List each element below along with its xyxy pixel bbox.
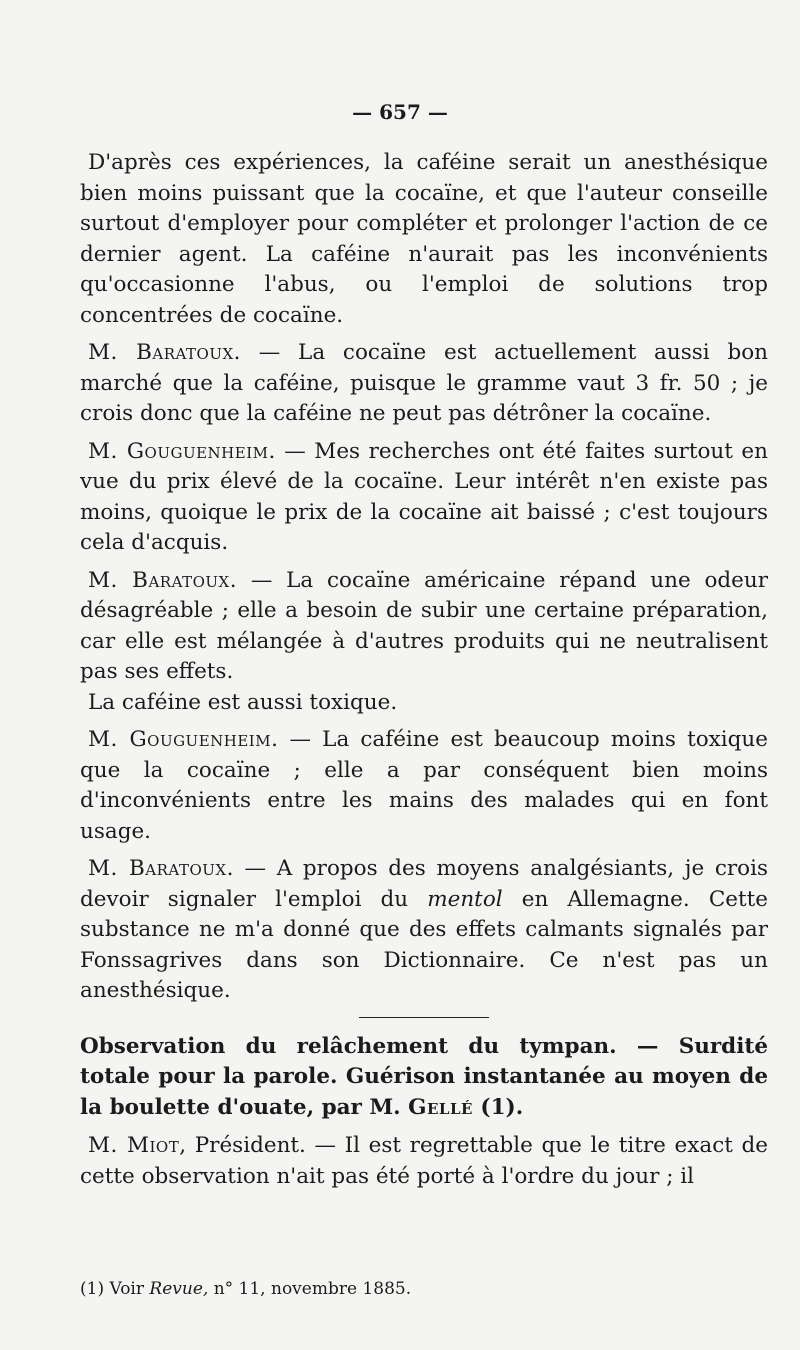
paragraph-6 [80,725,768,847]
speaker-name: M. Gouguenheim. [88,438,276,464]
speaker-name: M. Baratoux. [88,340,242,365]
speaker-name: M. Baratoux. [88,856,234,881]
observation-title-by: par M. [314,1094,409,1120]
speaker-name: M. Gouguenheim. [88,727,279,752]
footnote-rest: n° 11, novembre 1885. [208,1279,412,1299]
footnote-journal: Revue, [149,1279,209,1299]
paragraph-text: , Président. — Il est regrettable que le titre exact de cette observation n'ait pas été porté à l'ordre du jour ; il [80,1133,768,1189]
paragraph-text: — La cocaïne américaine répand une odeur désagréable ; elle a besoin de subir une certaine préparation, car elle est mélangée à d'autres produits qui ne neutralisent pas ses effets. [80,567,769,684]
paragraph-5: La caféine est aussi toxique. [88,689,398,715]
paragraph-2 [80,338,768,430]
paragraph-text: — A propos des moyens analgésiants, je crois devoir signaler l'emploi du [80,856,768,912]
paragraph-text: — Mes recherches ont été faites surtout en vue du prix élevé de la cocaïne. Leur intérêt n'en existe pas moins, quoique le prix de la cocaïne ait baissé ; c'est toujours cela d'acquis. [80,438,768,555]
paragraph-3 [80,437,768,559]
observation-author: Gellé [408,1094,473,1120]
paragraph-text: en Allemagne. Cette substance ne m'a donné que des effets calmants signalés par Fonssagrives dans son Dictionnaire. Ce n'est pas un anesthésique. [80,886,768,1003]
paragraph-7 [80,854,768,1007]
paragraph-1: D'après ces expériences, la caféine serait un anesthésique bien moins puissant que la cocaïne, et que l'auteur conseille surtout d'employer pour compléter et prolonger l'action de ce dernier agent. La caféine n'aurait pas les inconvénients qu'occasionne l'abus, ou l'emploi de solutions trop concentrées de cocaïne. [80,150,768,328]
footnote-prefix: (1) Voir [80,1279,150,1299]
italic-term: mentol [427,886,503,912]
body-text [80,148,768,1199]
observation-title [80,1032,768,1124]
section-divider [359,1017,489,1018]
page-number: — 657 — [352,100,448,124]
speaker-name: M. Miot [88,1133,180,1158]
paragraph-4 [80,566,768,688]
speaker-name: M. Baratoux. [88,567,238,593]
paragraph-text: — La caféine est beaucoup moins toxique que la cocaïne ; elle a par conséquent bien moins d'inconvénients entre les mains des malades qui en font usage. [80,727,768,844]
observation-title-bold: Observation du relâchement du tympan. — Surdité totale pour la parole. Guérison instantanée au moyen de la boulette d'ouate, [80,1033,768,1120]
paragraph-text: — La cocaïne est actuellement aussi bon marché que la caféine, puisque le gramme vaut 3 fr. 50 ; je crois donc que la caféine ne peut pas détrôner la cocaïne. [80,340,768,426]
footnote-ref: (1). [472,1094,524,1120]
paragraph-8 [80,1131,768,1192]
footnote [80,1278,768,1300]
